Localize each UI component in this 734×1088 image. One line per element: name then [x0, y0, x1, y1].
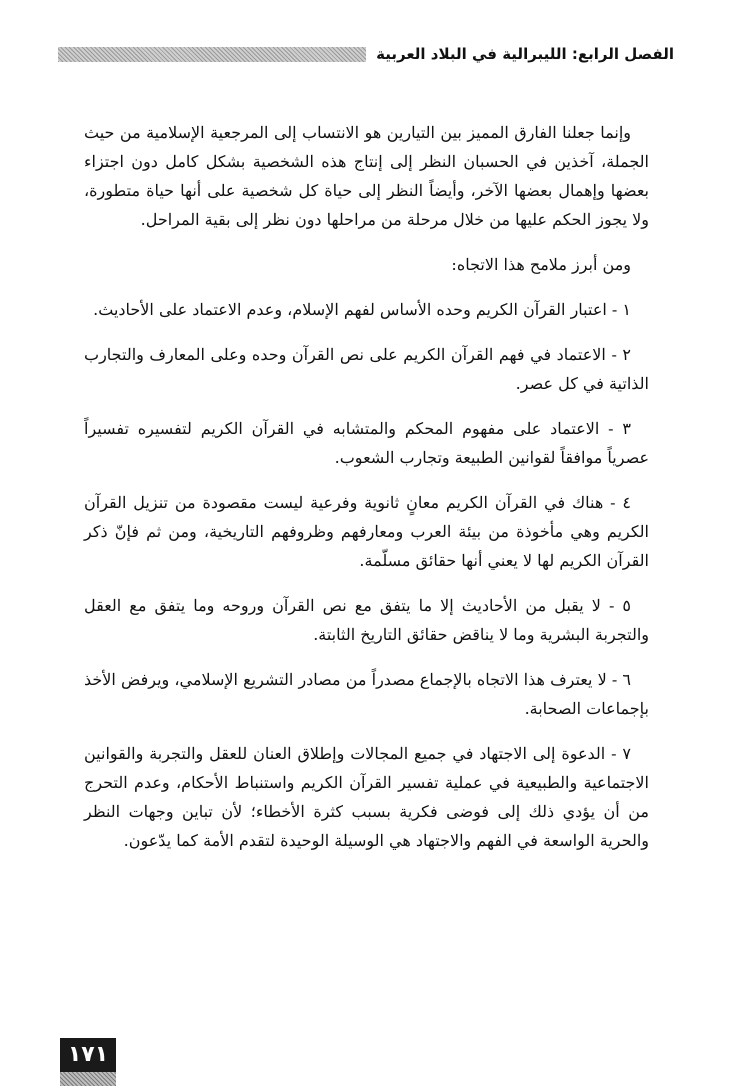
feature-item-3: ٣ - الاعتماد على مفهوم المحكم والمتشابه في القرآن الكريم لتفسيره تفسيراً عصرياً موافقاً لقوانين الطبيعة وتجارب الشعوب.: [84, 419, 649, 467]
feature-item-7: ٧ - الدعوة إلى الاجتهاد في جميع المجالات وإطلاق العنان للعقل والتجربة والقوانين الاجتماعية والطبيعية في عملية تفسير القرآن الكريم واستنباط الأحكام، وعدم التحرج من أن يؤدي ذلك إلى فوضى فكرية بسبب كثرة الأخطاء؛ لأن تباين وجهات النظر والحرية الواسعة في الفهم والاجتهاد هي الوسيلة الوحيدة لتقدم الأمة كما يدّعون.: [84, 744, 649, 850]
feature-item-6: ٦ - لا يعترف هذا الاتجاه بالإجماع مصدراً من مصادر التشريع الإسلامي، ويرفض الأخذ بإجماعات الصحابة.: [84, 670, 649, 718]
page-number: ١٧١: [60, 1038, 116, 1072]
header-decorative-rule: [58, 47, 366, 62]
feature-item-1: ١ - اعتبار القرآن الكريم وحده الأساس لفهم الإسلام، وعدم الاعتماد على الأحاديث.: [93, 300, 631, 319]
running-header: [58, 42, 674, 66]
features-lead: ومن أبرز ملامح هذا الاتجاه:: [451, 255, 631, 274]
chapter-title: الفصل الرابع: الليبرالية في البلاد العربية: [376, 45, 674, 63]
feature-item-4: ٤ - هناك في القرآن الكريم معانٍ ثانوية وفرعية ليست مقصودة من تنزيل القرآن الكريم وهي مأخوذة من بيئة العرب ومعارفهم وظروفهم التاريخية، ومن ثم فإنّ ذكر القرآن الكريم لها لا يعني أنها حقائق مسلّمة.: [84, 493, 649, 570]
feature-item-5: ٥ - لا يقبل من الأحاديث إلا ما يتفق مع نص القرآن وروحه وما يتفق مع العقل والتجربة البشرية وما لا يناقض حقائق التاريخ الثابتة.: [84, 596, 649, 644]
page-body: [84, 118, 649, 871]
footer-decorative-pattern: [60, 1072, 116, 1086]
intro-paragraph: وإنما جعلنا الفارق المميز بين التيارين هو الانتساب إلى المرجعية الإسلامية من حيث الجملة، آخذين في الحسبان النظر إلى إنتاج هذه الشخصية بشكل كامل دون اجتزاء بعضها وإهمال بعضها الآخر، وأيضاً النظر إلى حياة كل شخصية على أنها حياة متطورة، ولا يجوز الحكم عليها من خلال مرحلة من مراحلها دون نظر إلى بقية المراحل.: [84, 123, 650, 229]
feature-item-2: ٢ - الاعتماد في فهم القرآن الكريم على نص القرآن وحده وعلى المعارف والتجارب الذاتية في كل عصر.: [84, 345, 649, 393]
